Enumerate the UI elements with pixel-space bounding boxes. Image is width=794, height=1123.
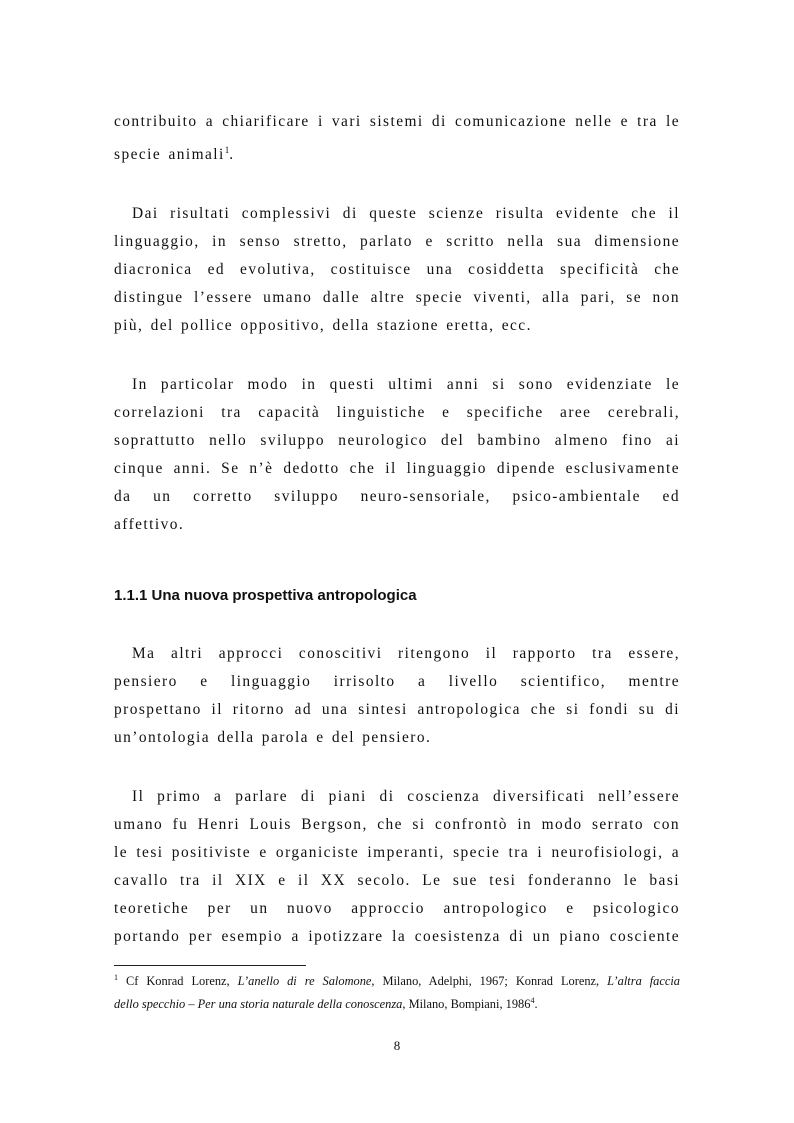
text-line: linguaggio, in senso stretto, parlato e scritto nella sua dimensione xyxy=(114,233,680,250)
text-line: soprattutto nello sviluppo neurologico del bambino almeno fino ai xyxy=(114,432,680,449)
text-line: più, del pollice oppositivo, della stazione eretta, ecc. xyxy=(114,317,532,334)
text-fragment: specie animali xyxy=(114,146,225,163)
text-line: cavallo tra il XIX e il XX secolo. Le sue tesi fonderanno le basi xyxy=(114,872,680,889)
text-line: distingue l’essere umano dalle altre specie viventi, alla pari, se non xyxy=(114,289,680,306)
paragraph-continuation xyxy=(114,108,680,169)
text-line: diacronica ed evolutiva, costituisce una cosiddetta specificità che xyxy=(114,261,680,278)
text-line: In particolar modo in questi ultimi anni si sono evidenziate le xyxy=(132,376,680,393)
paragraph-approcci xyxy=(114,640,680,752)
text-line: portando per esempio a ipotizzare la coesistenza di un piano cosciente xyxy=(114,928,680,945)
text-line: teoretiche per un nuovo approccio antropologico e psicologico xyxy=(114,900,680,917)
footnote-ref[interactable]: 1 xyxy=(224,145,230,155)
text-line: un’ontologia della parola e del pensiero. xyxy=(114,729,432,746)
text-line: correlazioni tra capacità linguistiche e specifiche aree cerebrali, xyxy=(114,404,680,421)
paragraph-risultati xyxy=(114,200,680,340)
text-fragment: . xyxy=(229,146,235,163)
text-line: contribuito a chiarificare i vari sistemi di comunicazione nelle e tra le xyxy=(114,113,680,130)
footnote-text: . xyxy=(534,997,538,1011)
paragraph-correlazioni xyxy=(114,371,680,539)
footnote-title: L’anello di re Salomone xyxy=(237,974,372,988)
section-heading: 1.1.1 Una nuova prospettiva antropologica xyxy=(114,587,417,604)
text-line: Dai risultati complessivi di queste scienze risulta evidente che il xyxy=(132,205,680,222)
text-line: da un corretto sviluppo neuro-sensoriale, psico-ambientale ed xyxy=(114,488,680,505)
text-line xyxy=(114,136,680,169)
text-line: affettivo. xyxy=(114,516,185,533)
footnote-text: , Milano, Bompiani, 1986 xyxy=(402,997,531,1011)
footnote-text: , Milano, Adelphi, 1967; Konrad Lorenz, xyxy=(371,974,608,988)
page-body xyxy=(114,108,680,951)
text-line: pensiero e linguaggio irrisolto a livello scientifico, mentre xyxy=(114,673,680,690)
text-line: Il primo a parlare di piani di coscienza diversificati nell’essere xyxy=(132,788,680,805)
footnote-divider xyxy=(114,965,306,966)
footnote-title: L’altra faccia xyxy=(607,974,681,988)
footnote-edition: 4 xyxy=(530,996,535,1005)
paragraph-bergson xyxy=(114,783,680,951)
footnote-number: 1 xyxy=(114,973,118,982)
footnote-title: dello specchio – Per una storia naturale della conoscenza xyxy=(114,997,403,1011)
text-line: cinque anni. Se n’è dedotto che il linguaggio dipende esclusivamente xyxy=(114,460,680,477)
text-line: Ma altri approcci conoscitivi ritengono il rapporto tra essere, xyxy=(132,645,680,662)
text-line: le tesi positiviste e organiciste imperanti, specie tra i neurofisiologi, a xyxy=(114,844,680,861)
text-line: umano fu Henri Louis Bergson, che si confrontò in modo serrato con xyxy=(114,816,680,833)
page-number: 8 xyxy=(393,1038,401,1053)
footnote-line xyxy=(114,991,680,1014)
footnote xyxy=(114,968,680,1014)
text-line: prospettano il ritorno ad una sintesi antropologica che si fondi su di xyxy=(114,701,680,718)
footnote-text: Cf Konrad Lorenz, xyxy=(118,974,238,988)
footnote-line xyxy=(114,968,680,991)
